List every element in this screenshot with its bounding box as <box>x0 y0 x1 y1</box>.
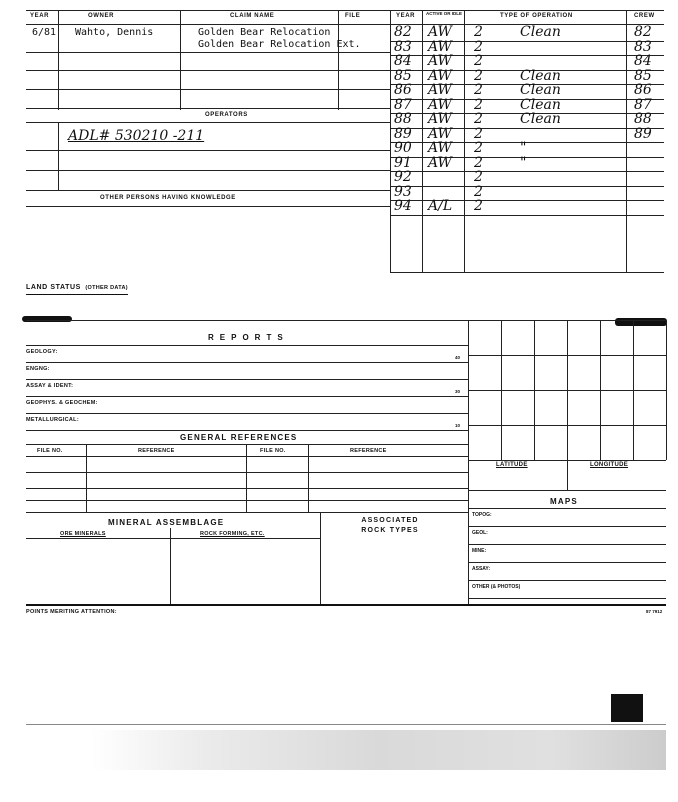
top-border <box>26 10 664 11</box>
owner-row-line <box>26 70 390 71</box>
operator-entry: ADL# 530210 -211 <box>68 128 205 144</box>
latitude-label: LATITUDE <box>496 462 528 468</box>
lower-fold-line <box>26 724 666 725</box>
card-top-border <box>26 320 666 321</box>
ref-bottom-line <box>26 512 468 513</box>
lat-long-line <box>468 490 666 491</box>
activity-year: 94 <box>394 198 412 214</box>
report-row-line <box>26 430 468 431</box>
activity-crew: 83 <box>634 38 652 55</box>
grid-row-line <box>468 425 666 426</box>
mineral-assemblage-label: MINERAL ASSEMBLAGE <box>108 518 225 527</box>
card-edge-mark-left <box>22 316 72 322</box>
activity-note: Clean <box>520 111 561 127</box>
activity-status: AW <box>428 67 452 84</box>
report-row-line <box>26 379 468 380</box>
activity-year: 92 <box>394 169 412 185</box>
ref-row-line <box>26 472 468 473</box>
activity-col-sep-year <box>422 10 423 272</box>
activity-crew: 85 <box>634 67 652 84</box>
maps-label: MAPS <box>550 497 578 506</box>
activity-status: AW <box>428 111 452 127</box>
col-sep-year <box>58 10 59 110</box>
owner-row-line <box>26 108 390 109</box>
activity-type: 2 <box>474 169 483 185</box>
header-owner: OWNER <box>88 13 114 19</box>
owner-year: 6/81 <box>32 27 57 38</box>
activity-status: AW <box>428 53 452 69</box>
activity-row-line <box>390 186 664 187</box>
corner-tab <box>611 694 643 722</box>
report-row-number: 10 <box>455 423 461 428</box>
activity-type: 2 <box>474 154 483 171</box>
minerals-col-sep <box>320 512 321 605</box>
activity-crew: 82 <box>634 24 652 40</box>
map-row-line <box>468 598 666 599</box>
report-row-number: 30 <box>455 389 461 394</box>
activity-note: Clean <box>520 67 561 84</box>
activity-col-sep-status <box>464 10 465 272</box>
claim-name-line-2: Golden Bear Relocation Ext. <box>198 39 361 50</box>
activity-status: AW <box>428 96 452 113</box>
land-status-label: LAND STATUS <box>26 284 81 291</box>
activity-status: A/L <box>428 198 453 214</box>
ref-header-file-no-2: FILE NO. <box>260 448 286 454</box>
ref-row-line <box>26 500 468 501</box>
ref-col-sep <box>308 444 309 512</box>
activity-year: 85 <box>394 67 412 84</box>
ref-col-sep <box>86 444 87 512</box>
grid-row-line <box>468 355 666 356</box>
activity-note: Clean <box>520 96 561 113</box>
activity-note: " <box>520 140 527 156</box>
map-row-label: ASSAY: <box>472 566 491 572</box>
header-claim-name: CLAIM NAME <box>230 13 275 19</box>
report-row-label: GEOPHYS. & GEOCHEM: <box>26 400 98 406</box>
report-row-label: ASSAY & IDENT: <box>26 383 74 389</box>
activity-crew: 87 <box>634 96 652 113</box>
longitude-label: LONGITUDE <box>590 462 629 468</box>
map-row-line <box>468 562 666 563</box>
map-row-line <box>468 580 666 581</box>
activity-type: 2 <box>474 67 483 84</box>
form-code: 87 7912 <box>646 609 663 614</box>
lat-long-sep <box>567 460 568 490</box>
report-row-line <box>26 396 468 397</box>
header-year: YEAR <box>30 13 50 19</box>
land-status-sub: (OTHER DATA) <box>85 285 128 291</box>
rock-forming-header: ROCK FORMING, ETC. <box>200 531 265 537</box>
report-row-number: 40 <box>455 355 461 360</box>
associated-rock-types-header: ASSOCIATED ROCK TYPES <box>361 517 419 534</box>
activity-outer-left <box>390 10 391 272</box>
header-active-or-idle: ACTIVE OR IDLE <box>426 11 463 16</box>
owner-row-line <box>26 52 390 53</box>
operators-col-sep <box>58 122 59 190</box>
other-persons-line <box>26 206 390 207</box>
activity-col-sep-crew <box>626 10 627 272</box>
report-row-label: GEOLOGY: <box>26 349 58 355</box>
col-sep-file <box>338 10 339 110</box>
minerals-col-sep <box>170 528 171 605</box>
reports-title-line <box>26 345 468 346</box>
activity-status: AW <box>428 38 452 55</box>
owner-name: Wahto, Dennis <box>75 27 154 38</box>
claim-name-line-1: Golden Bear Relocation <box>198 27 331 38</box>
header-crew: CREW <box>634 13 655 19</box>
header-file: FILE <box>345 13 361 19</box>
ref-header-reference-1: REFERENCE <box>138 448 175 454</box>
activity-type: 2 <box>474 198 483 214</box>
activity-type: 2 <box>474 140 483 156</box>
activity-type: 2 <box>474 96 483 113</box>
activity-crew: 86 <box>634 82 652 98</box>
reports-title: REPORTS <box>208 333 289 342</box>
report-row-line <box>26 413 468 414</box>
scan-noise-band <box>90 730 666 770</box>
maps-line <box>468 508 666 509</box>
map-row-line <box>468 526 666 527</box>
report-row-line <box>26 362 468 363</box>
activity-year: 83 <box>394 38 412 55</box>
ref-header-line <box>26 456 468 457</box>
map-row-label: TOPOG: <box>472 512 492 518</box>
activity-year: 86 <box>394 82 412 98</box>
activity-status: AW <box>428 154 452 171</box>
map-row-label: OTHER (& PHOTOS) <box>472 584 521 590</box>
map-row-label: GEOL: <box>472 530 488 536</box>
activity-note: Clean <box>520 24 561 40</box>
activity-note: Clean <box>520 82 561 98</box>
activity-type: 2 <box>474 125 483 142</box>
activity-year: 90 <box>394 140 412 156</box>
activity-crew: 84 <box>634 53 652 69</box>
operators-line <box>26 122 390 123</box>
activity-type: 2 <box>474 111 483 127</box>
owner-row-line <box>26 89 390 90</box>
activity-year: 93 <box>394 183 412 200</box>
activity-crew: 89 <box>634 125 652 142</box>
activity-year: 88 <box>394 111 412 127</box>
map-row-line <box>468 544 666 545</box>
report-row-label: METALLURGICAL: <box>26 417 79 423</box>
map-row-label: MINE: <box>472 548 487 554</box>
activity-status: AW <box>428 24 452 40</box>
grid-col-line <box>666 320 667 460</box>
land-status-heading <box>26 276 128 295</box>
references-top-line <box>26 444 468 445</box>
minerals-subheader-line <box>26 538 320 539</box>
activity-year: 91 <box>394 154 412 171</box>
activity-note: " <box>520 154 527 171</box>
activity-row-line <box>390 171 664 172</box>
activity-type: 2 <box>474 82 483 98</box>
activity-crew: 88 <box>634 111 652 127</box>
activity-type: 2 <box>474 183 483 200</box>
activity-year: 84 <box>394 53 412 69</box>
header-bottom-border <box>26 24 390 25</box>
ref-row-line <box>26 488 468 489</box>
operators-row-line <box>26 170 390 171</box>
operators-row-line <box>26 190 390 191</box>
activity-status: AW <box>428 82 452 98</box>
report-row-label: ENGNG: <box>26 366 50 372</box>
header-year-2: YEAR <box>396 13 416 19</box>
operators-row-line <box>26 150 390 151</box>
activity-status: AW <box>428 140 452 156</box>
general-references-label: GENERAL REFERENCES <box>180 433 298 442</box>
col-sep-owner <box>180 10 181 110</box>
activity-type: 2 <box>474 24 483 40</box>
activity-year: 89 <box>394 125 412 142</box>
points-meriting-attention-label: POINTS MERITING ATTENTION: <box>26 609 117 615</box>
header-type-of-operation: TYPE OF OPERATION <box>500 13 573 19</box>
ref-header-file-no-1: FILE NO. <box>37 448 63 454</box>
activity-bottom-line <box>390 272 664 273</box>
ore-minerals-header: ORE MINERALS <box>60 531 106 537</box>
operators-label: OPERATORS <box>205 112 248 118</box>
minerals-bottom-line <box>26 604 666 606</box>
ref-col-sep <box>246 444 247 512</box>
activity-row-line <box>390 215 664 216</box>
activity-year: 82 <box>394 24 412 40</box>
activity-status: AW <box>428 125 452 142</box>
other-persons-label: OTHER PERSONS HAVING KNOWLEDGE <box>100 195 236 201</box>
activity-year: 87 <box>394 96 412 113</box>
grid-row-line <box>468 390 666 391</box>
ref-header-reference-2: REFERENCE <box>350 448 387 454</box>
activity-type: 2 <box>474 53 483 69</box>
activity-type: 2 <box>474 38 483 55</box>
